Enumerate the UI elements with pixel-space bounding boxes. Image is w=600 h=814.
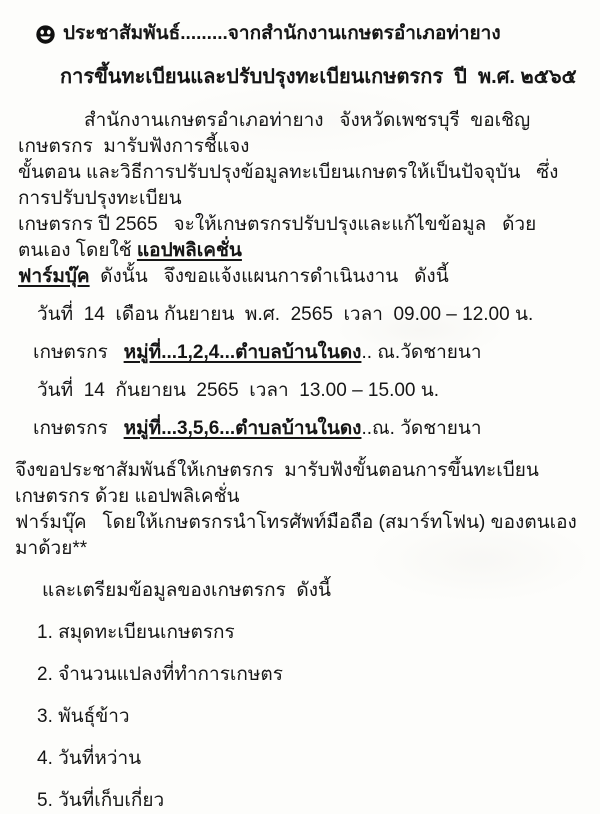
- announce-line-1: จึงขอประชาสัมพันธ์ให้เกษตรกร มารับฟังขั้นตอนการขึ้นทะเบียนเกษตรกร ด้วย แอปพลิเคชั่น: [15, 460, 539, 507]
- schedule-2-group-prefix: เกษตรกร: [33, 418, 124, 439]
- header-text: ประชาสัมพันธ์.........จากสำนักงานเกษตรอำเภอท่ายาง: [63, 23, 501, 44]
- schedule-1-date: วันที่ 14 เดือน กันยายน พ.ศ. 2565 เวลา 09.00 – 12.00 น.: [37, 304, 534, 325]
- intro-paragraph: [18, 108, 578, 290]
- checklist-item-5: 5. วันที่เก็บเกี่ยว: [37, 790, 165, 811]
- checklist-item-2: 2. จำนวนแปลงที่ทำการเกษตร: [37, 664, 283, 685]
- intro-line-3: [18, 212, 578, 264]
- app-name-highlight: แอปพลิเคชั่น: [136, 240, 242, 261]
- prepare-heading: และเตรียมข้อมูลของเกษตรกร ดังนี้: [42, 580, 331, 601]
- schedule-1-group-suffix: .. ณ.วัดชายนา: [361, 342, 482, 363]
- announce-paragraph: [15, 458, 580, 562]
- checklist-item-1: 1. สมุดทะเบียนเกษตรกร: [37, 622, 235, 643]
- intro-line-1: สำนักงานเกษตรอำเภอท่ายาง จังหวัดเพชรบุรี ขอเชิญเกษตรกร มารับฟังการชี้แจง: [18, 110, 531, 157]
- checklist-item-3: 3. พันธุ์ข้าว: [37, 706, 130, 727]
- announce-line-2: ฟาร์มบุ๊ค โดยให้เกษตรกรนำโทรศัพท์มือถือ (สมาร์ทโฟน) ของตนเองมาด้วย**: [15, 512, 577, 559]
- intro-line-4: [18, 264, 578, 290]
- checklist-item-4: 4. วันที่หว่าน: [37, 748, 142, 769]
- schedule-2-village-highlight: หมู่ที่...3,5,6...ตำบลบ้านในดง: [123, 418, 362, 439]
- schedule-1-group: [33, 340, 600, 366]
- schedule-2-date: วันที่ 14 กันยายน 2565 เวลา 13.00 – 15.00 น.: [37, 380, 440, 401]
- intro-line-3-text: เกษตรกร ปี 2565 จะให้เกษตรกรปรับปรุงและแก้ไขข้อมูล ด้วยตนเอง โดยใช้: [18, 214, 537, 261]
- schedule-2-group-suffix: ..ณ. วัดชายนา: [361, 418, 482, 439]
- schedule-2-group: [33, 416, 600, 442]
- app-name-highlight-2: ฟาร์มบุ๊ค: [18, 266, 90, 287]
- announcement-header: [35, 20, 600, 48]
- smiley-face-icon: [35, 24, 56, 45]
- schedule-1-group-prefix: เกษตรกร: [33, 342, 124, 363]
- document-title: การขึ้นทะเบียนและปรับปรุงทะเบียนเกษตรกร ปี พ.ศ. ๒๕๖๕: [60, 66, 577, 88]
- intro-line-2: ขั้นตอน และวิธีการปรับปรุงข้อมูลทะเบียนเกษตรให้เป็นปัจจุบัน ซึ่งการปรับปรุงทะเบียน: [18, 162, 559, 209]
- intro-line-4-text: ดังนั้น จึงขอแจ้งแผนการดำเนินงาน ดังนี้: [89, 266, 449, 287]
- schedule-1-village-highlight: หมู่ที่...1,2,4...ตำบลบ้านในดง: [123, 342, 362, 363]
